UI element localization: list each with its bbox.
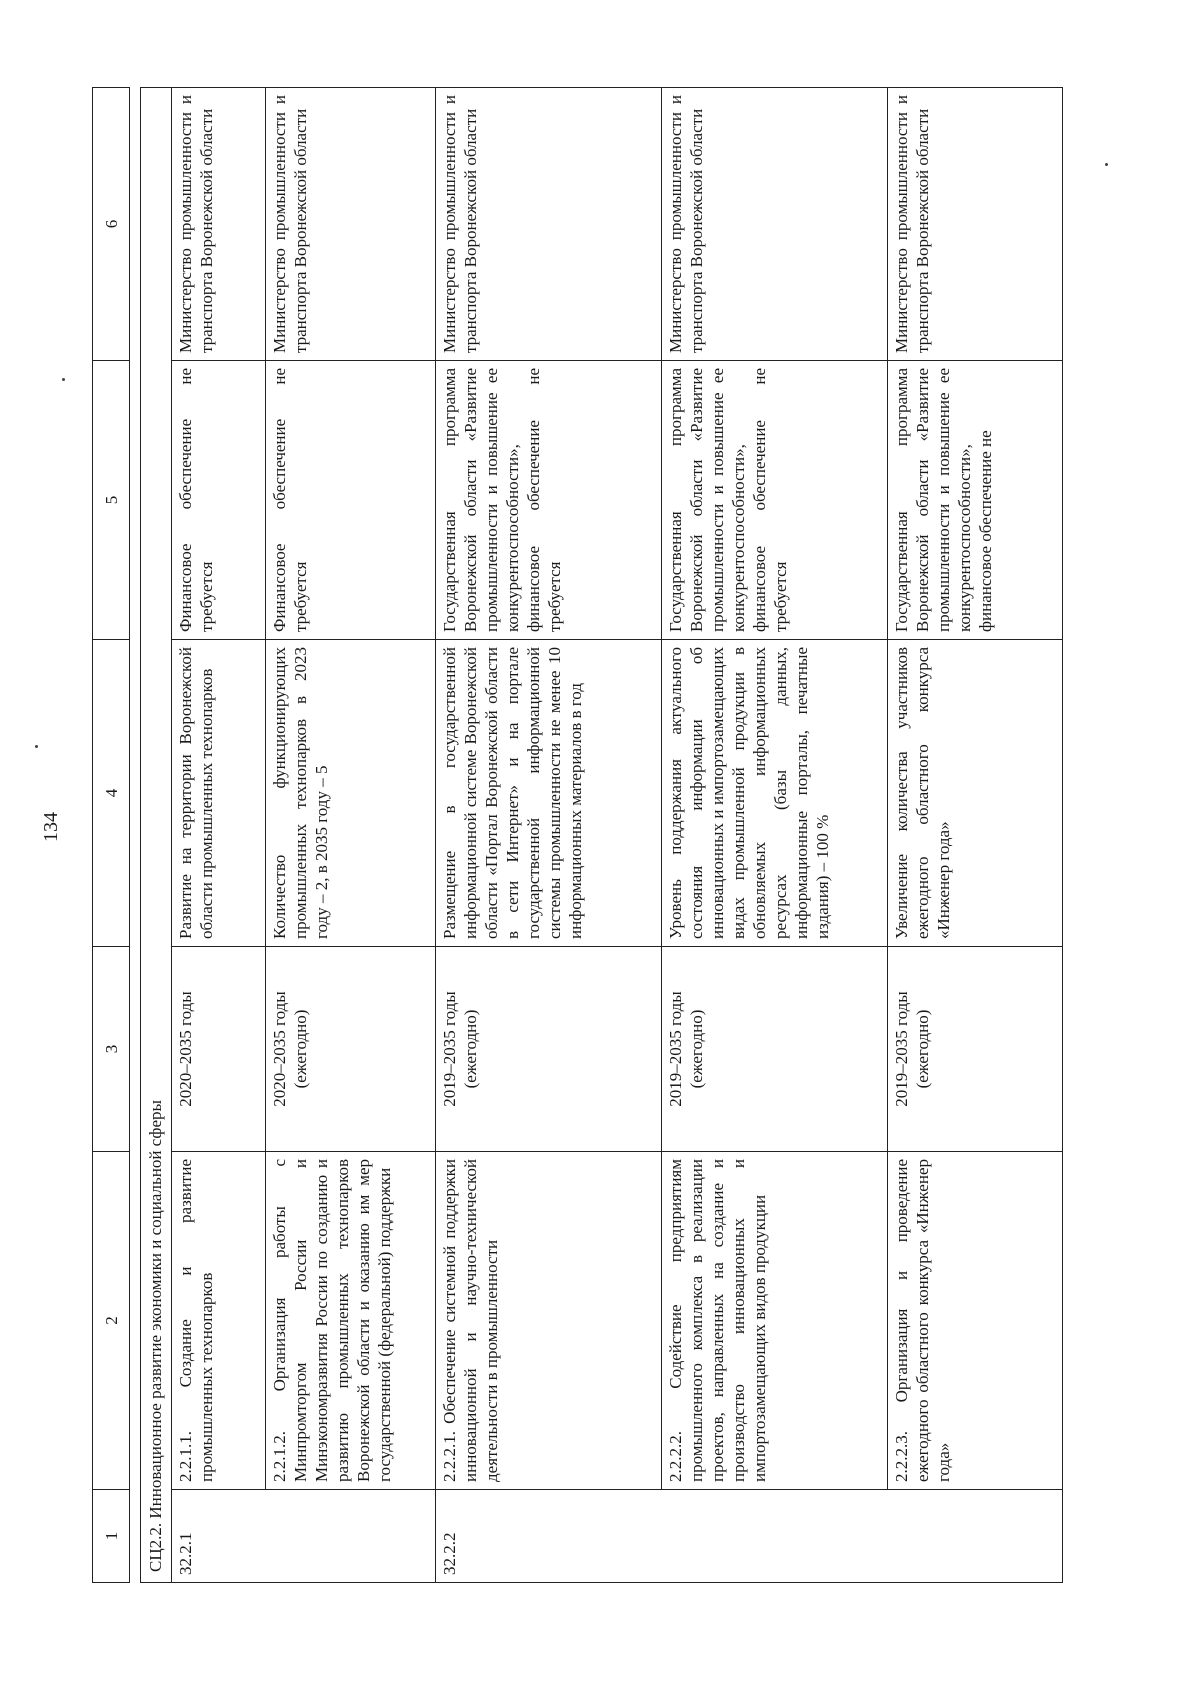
executor-cell: Министерство промышленности и транспорта Воронежской области bbox=[436, 88, 662, 361]
scan-speck bbox=[1105, 163, 1108, 166]
measure-cell: 2.2.1.2. Организация работы с Минпромторгом России и Минэкономразвития России по созданию и развитию промышленных технопарков Воронежской области и оказанию им мер государственной (федеральной) поддержки bbox=[266, 1152, 436, 1490]
header-col-3: 3 bbox=[93, 947, 130, 1152]
header-col-2: 2 bbox=[93, 1152, 130, 1490]
page-number: 134 bbox=[40, 812, 62, 842]
header-col-5: 5 bbox=[93, 361, 130, 640]
executor-cell: Министерство промышленности и транспорта Воронежской области bbox=[662, 88, 888, 361]
executor-cell: Министерство промышленности и транспорта Воронежской области bbox=[888, 88, 1063, 361]
header-row bbox=[93, 88, 130, 1583]
table-row bbox=[172, 88, 266, 1583]
result-cell: Развитие на территории Воронежской области промышленных технопарков bbox=[172, 640, 266, 947]
measure-cell: 2.2.1.1. Создание и развитие промышленных технопарков bbox=[172, 1152, 266, 1490]
table-row bbox=[888, 88, 1063, 1583]
header-col-1: 1 bbox=[93, 1490, 130, 1583]
measures-table bbox=[92, 87, 1063, 1583]
table-row bbox=[266, 88, 436, 1583]
funding-cell: Финансовое обеспечение не требуется bbox=[266, 361, 436, 640]
result-cell: Уровень поддержания актуального состояния информации об инновационных и импортозамещающих видах промышленной продукции в обновляемых информационных ресурсах (базы данных, информационные порталы, печатные издания) – 100 % bbox=[662, 640, 888, 947]
period-cell: 2019–2035 годы (ежегодно) bbox=[436, 947, 662, 1152]
period-cell: 2020–2035 годы bbox=[172, 947, 266, 1152]
measure-cell: 2.2.2.2. Содействие предприятиям промышленного комплекса в реализации проектов, направленных на создание и производство инновационных и импортозамещающих видов продукции bbox=[662, 1152, 888, 1490]
spacer-row bbox=[130, 88, 141, 1583]
result-cell: Количество функционирующих промышленных технопарков в 2023 году – 2, в 2035 году – 5 bbox=[266, 640, 436, 947]
rotated-table-container bbox=[92, 88, 1063, 1583]
table-row bbox=[436, 88, 662, 1583]
measure-cell: 2.2.2.3. Организация и проведение ежегодного областного конкурса «Инженер года» bbox=[888, 1152, 1063, 1490]
table-row bbox=[662, 88, 888, 1583]
funding-cell: Государственная программа Воронежской области «Развитие промышленности и повышение ее конкурентоспособности», финансовое обеспечение не требуется bbox=[436, 361, 662, 640]
scan-speck bbox=[35, 745, 38, 748]
result-cell: Размещение в государственной информационной системе Воронежской области «Портал Воронежской области в сети Интернет» и на портале государственной информационной системы промышленности не менее 10 информационных материалов в год bbox=[436, 640, 662, 947]
period-cell: 2020–2035 годы (ежегодно) bbox=[266, 947, 436, 1152]
period-cell: 2019–2035 годы (ежегодно) bbox=[888, 947, 1063, 1152]
funding-cell: Государственная программа Воронежской области «Развитие промышленности и повышение ее конкурентоспособности», финансовое обеспечение не bbox=[888, 361, 1063, 640]
scan-speck bbox=[62, 378, 65, 381]
funding-cell: Государственная программа Воронежской области «Развитие промышленности и повышение ее конкурентоспособности», финансовое обеспечение не требуется bbox=[662, 361, 888, 640]
period-cell: 2019–2035 годы (ежегодно) bbox=[662, 947, 888, 1152]
row-code: 32.2.2 bbox=[436, 1490, 1063, 1583]
section-title: СЦ2.2. Инновационное развитие экономики и социальной сферы bbox=[141, 88, 172, 1583]
header-col-4: 4 bbox=[93, 640, 130, 947]
measure-cell: 2.2.2.1. Обеспечение системной поддержки инновационной и научно-технической деятельности в промышленности bbox=[436, 1152, 662, 1490]
executor-cell: Министерство промышленности и транспорта Воронежской области bbox=[172, 88, 266, 361]
funding-cell: Финансовое обеспечение не требуется bbox=[172, 361, 266, 640]
section-row bbox=[141, 88, 172, 1583]
executor-cell: Министерство промышленности и транспорта Воронежской области bbox=[266, 88, 436, 361]
row-code: 32.2.1 bbox=[172, 1490, 436, 1583]
result-cell: Увеличение количества участников ежегодного областного конкурса «Инженер года» bbox=[888, 640, 1063, 947]
header-col-6: 6 bbox=[93, 88, 130, 361]
